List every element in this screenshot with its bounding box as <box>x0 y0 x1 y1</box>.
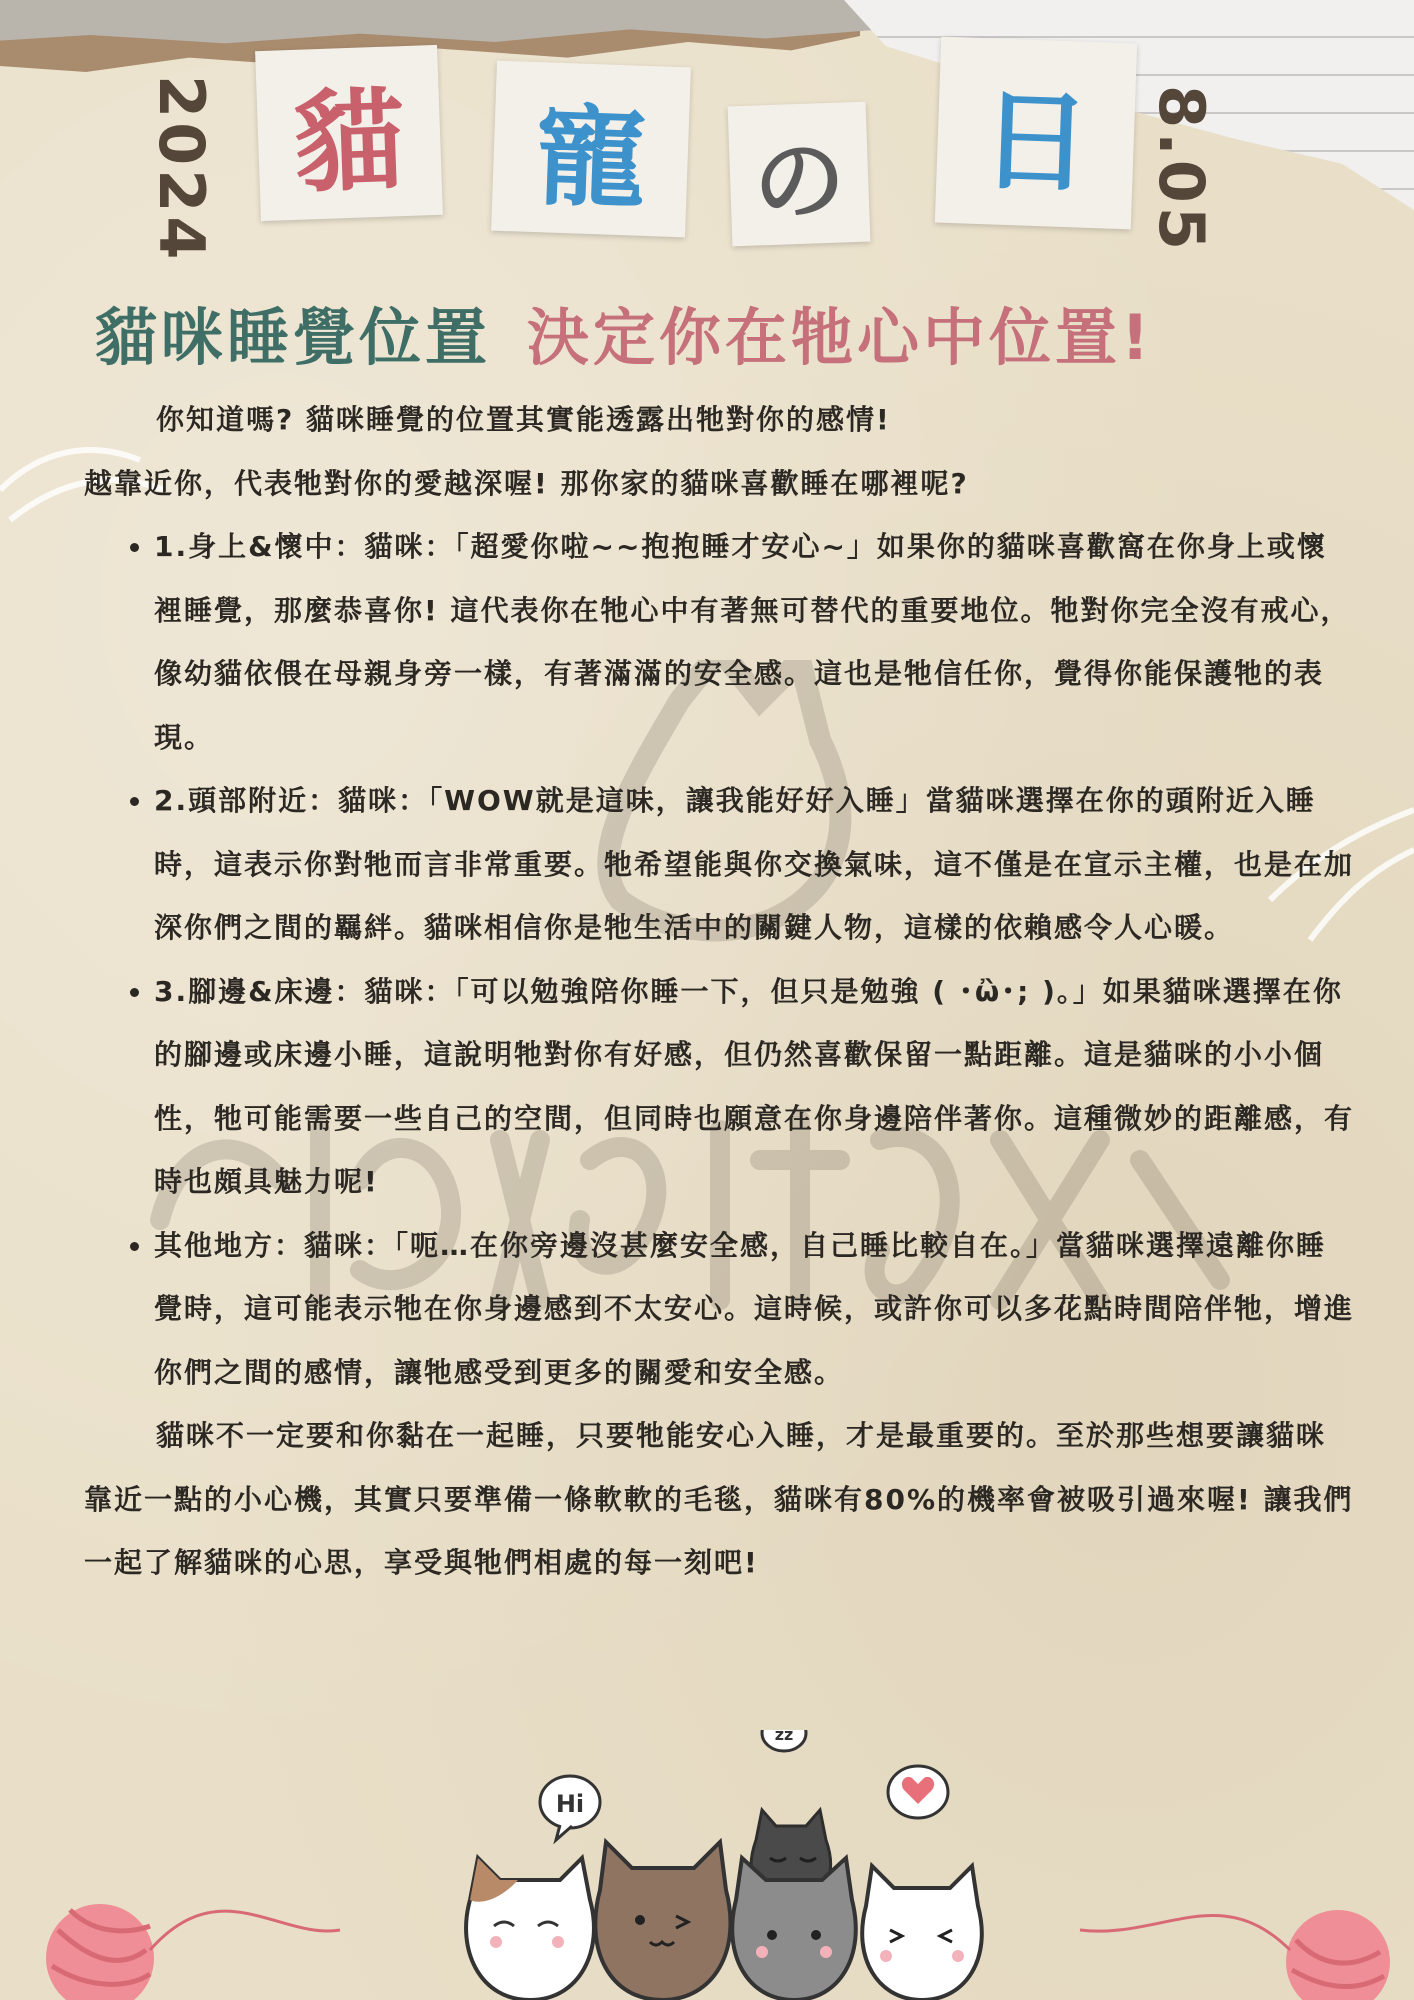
zz-bubble-text: zz <box>774 1730 794 1744</box>
white-cat <box>862 1866 982 2000</box>
list-item: • 3.腳邊&床邊：貓咪：「可以勉強陪你睡一下，但只是勉強 ( ･ὢ･; )。」如果貓咪選擇在你的腳邊或床邊小睡，這說明牠對你有好感，但仍然喜歡保留一點距離。這是貓咪的小小個性，牠可能需要一些自己的空間，但同時也願意在你身邊陪伴著你。這種微妙的距離感，有時也頗具魅力呢! <box>154 960 1354 1214</box>
sleep-position-list <box>84 515 1354 1404</box>
article-body <box>84 388 1354 1595</box>
date-label: 8.05 <box>1145 85 1218 254</box>
cats-illustration <box>0 1730 1414 2000</box>
headline-part1: 貓咪睡覺位置 <box>95 301 492 374</box>
list-item: • 其他地方：貓咪：「呃…在你旁邊沒甚麼安全感，自己睡比較自在。」當貓咪選擇遠離你睡覺時，這可能表示牠在你身邊感到不太安心。這時候，或許你可以多花點時間陪伴牠，增進你們之間的感情，讓牠感受到更多的關愛和安全感。 <box>154 1214 1354 1405</box>
intro-line-2: 越靠近你，代表牠對你的愛越深喔! 那你家的貓咪喜歡睡在哪裡呢? <box>84 466 969 500</box>
year-label: 2024 <box>145 75 218 264</box>
intro-line-1: 你知道嗎? 貓咪睡覺的位置其實能透露出牠對你的感情! <box>156 403 891 436</box>
title-card-1 <box>255 45 443 221</box>
title-char-3: の <box>751 126 848 237</box>
closing-paragraph: 貓咪不一定要和你黏在一起睡，只要牠能安心入睡，才是最重要的。至於那些想要讓貓咪靠近一點的小心機，其實只要準備一條軟軟的毛毯，貓咪有80%的機率會被吸引過來喔! 讓我們一起了解貓咪的心思，享受與牠們相處的每一刻吧! <box>84 1419 1354 1579</box>
yarn-ball-left-icon <box>46 1904 340 2000</box>
headline-part2: 決定你在牠心中位置! <box>527 301 1154 374</box>
title-card-4 <box>935 37 1137 230</box>
title-card-2 <box>491 61 691 238</box>
hi-speech-bubble <box>540 1776 600 1840</box>
white-calico-cat <box>466 1858 594 2000</box>
yarn-ball-right-icon <box>1080 1910 1390 2000</box>
zz-speech-bubble <box>762 1730 806 1751</box>
gray-cat <box>732 1858 856 2000</box>
title-char-1: 貓 <box>292 76 407 208</box>
title-char-4: 日 <box>978 76 1093 208</box>
hi-bubble-text: Hi <box>555 1790 585 1818</box>
heart-speech-bubble <box>888 1766 948 1818</box>
headline <box>95 288 1345 377</box>
list-item: • 2.頭部附近：貓咪：「WOW就是這味，讓我能好好入睡」當貓咪選擇在你的頭附近入睡時，這表示你對牠而言非常重要。牠希望能與你交換氣味，這不僅是在宣示主權，也是在加深你們之間的羈絆。貓咪相信你是牠生活中的關鍵人物，這樣的依賴感令人心暖。 <box>154 769 1354 960</box>
list-item: • 1.身上&懷中：貓咪：「超愛你啦~~抱抱睡才安心~」如果你的貓咪喜歡窩在你身上或懷裡睡覺，那麼恭喜你! 這代表你在牠心中有著無可替代的重要地位。牠對你完全沒有戒心，像幼貓依偎在母親身旁一樣，有著滿滿的安全感。這也是牠信任你，覺得你能保護牠的表現。 <box>154 515 1354 769</box>
title-card-3 <box>728 102 871 247</box>
title-char-2: 寵 <box>533 92 648 224</box>
brown-cat <box>595 1842 730 2000</box>
